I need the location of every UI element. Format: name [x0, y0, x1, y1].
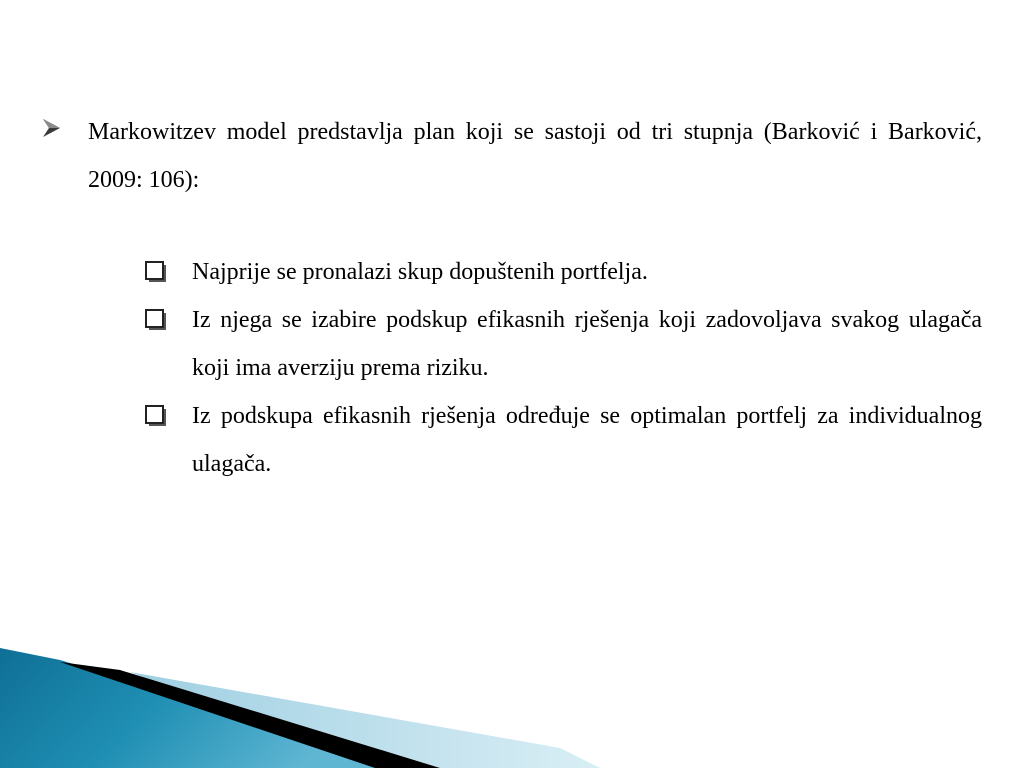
- step-text: Iz njega se izabire podskup efikasnih rješenja koji zadovoljava svakog ulagača koji ima averziju prema riziku.: [192, 307, 982, 381]
- step-text: Iz podskupa efikasnih rješenja određuje se optimalan portfelj za individualnog ulagača.: [192, 403, 982, 477]
- main-bullet-text: Markowitzev model predstavlja plan koji se sastoji od tri stupnja (Barković i Barković, 2009: 106):: [88, 119, 982, 193]
- light-stripe: [130, 672, 600, 768]
- steps-list: [144, 248, 982, 488]
- step-item: [144, 296, 982, 392]
- checkbox-bullet-icon: [144, 392, 192, 428]
- dark-stripe: [60, 662, 440, 768]
- teal-wedge: [0, 648, 380, 768]
- checkbox-bullet-icon: [144, 296, 192, 332]
- checkbox-bullet-icon: [144, 248, 192, 284]
- arrow-bullet-icon: [40, 108, 88, 139]
- step-text: Najprije se pronalazi skup dopuštenih portfelja.: [192, 259, 648, 285]
- main-bullet: [40, 108, 982, 204]
- step-item: [144, 392, 982, 488]
- step-item: [144, 248, 982, 296]
